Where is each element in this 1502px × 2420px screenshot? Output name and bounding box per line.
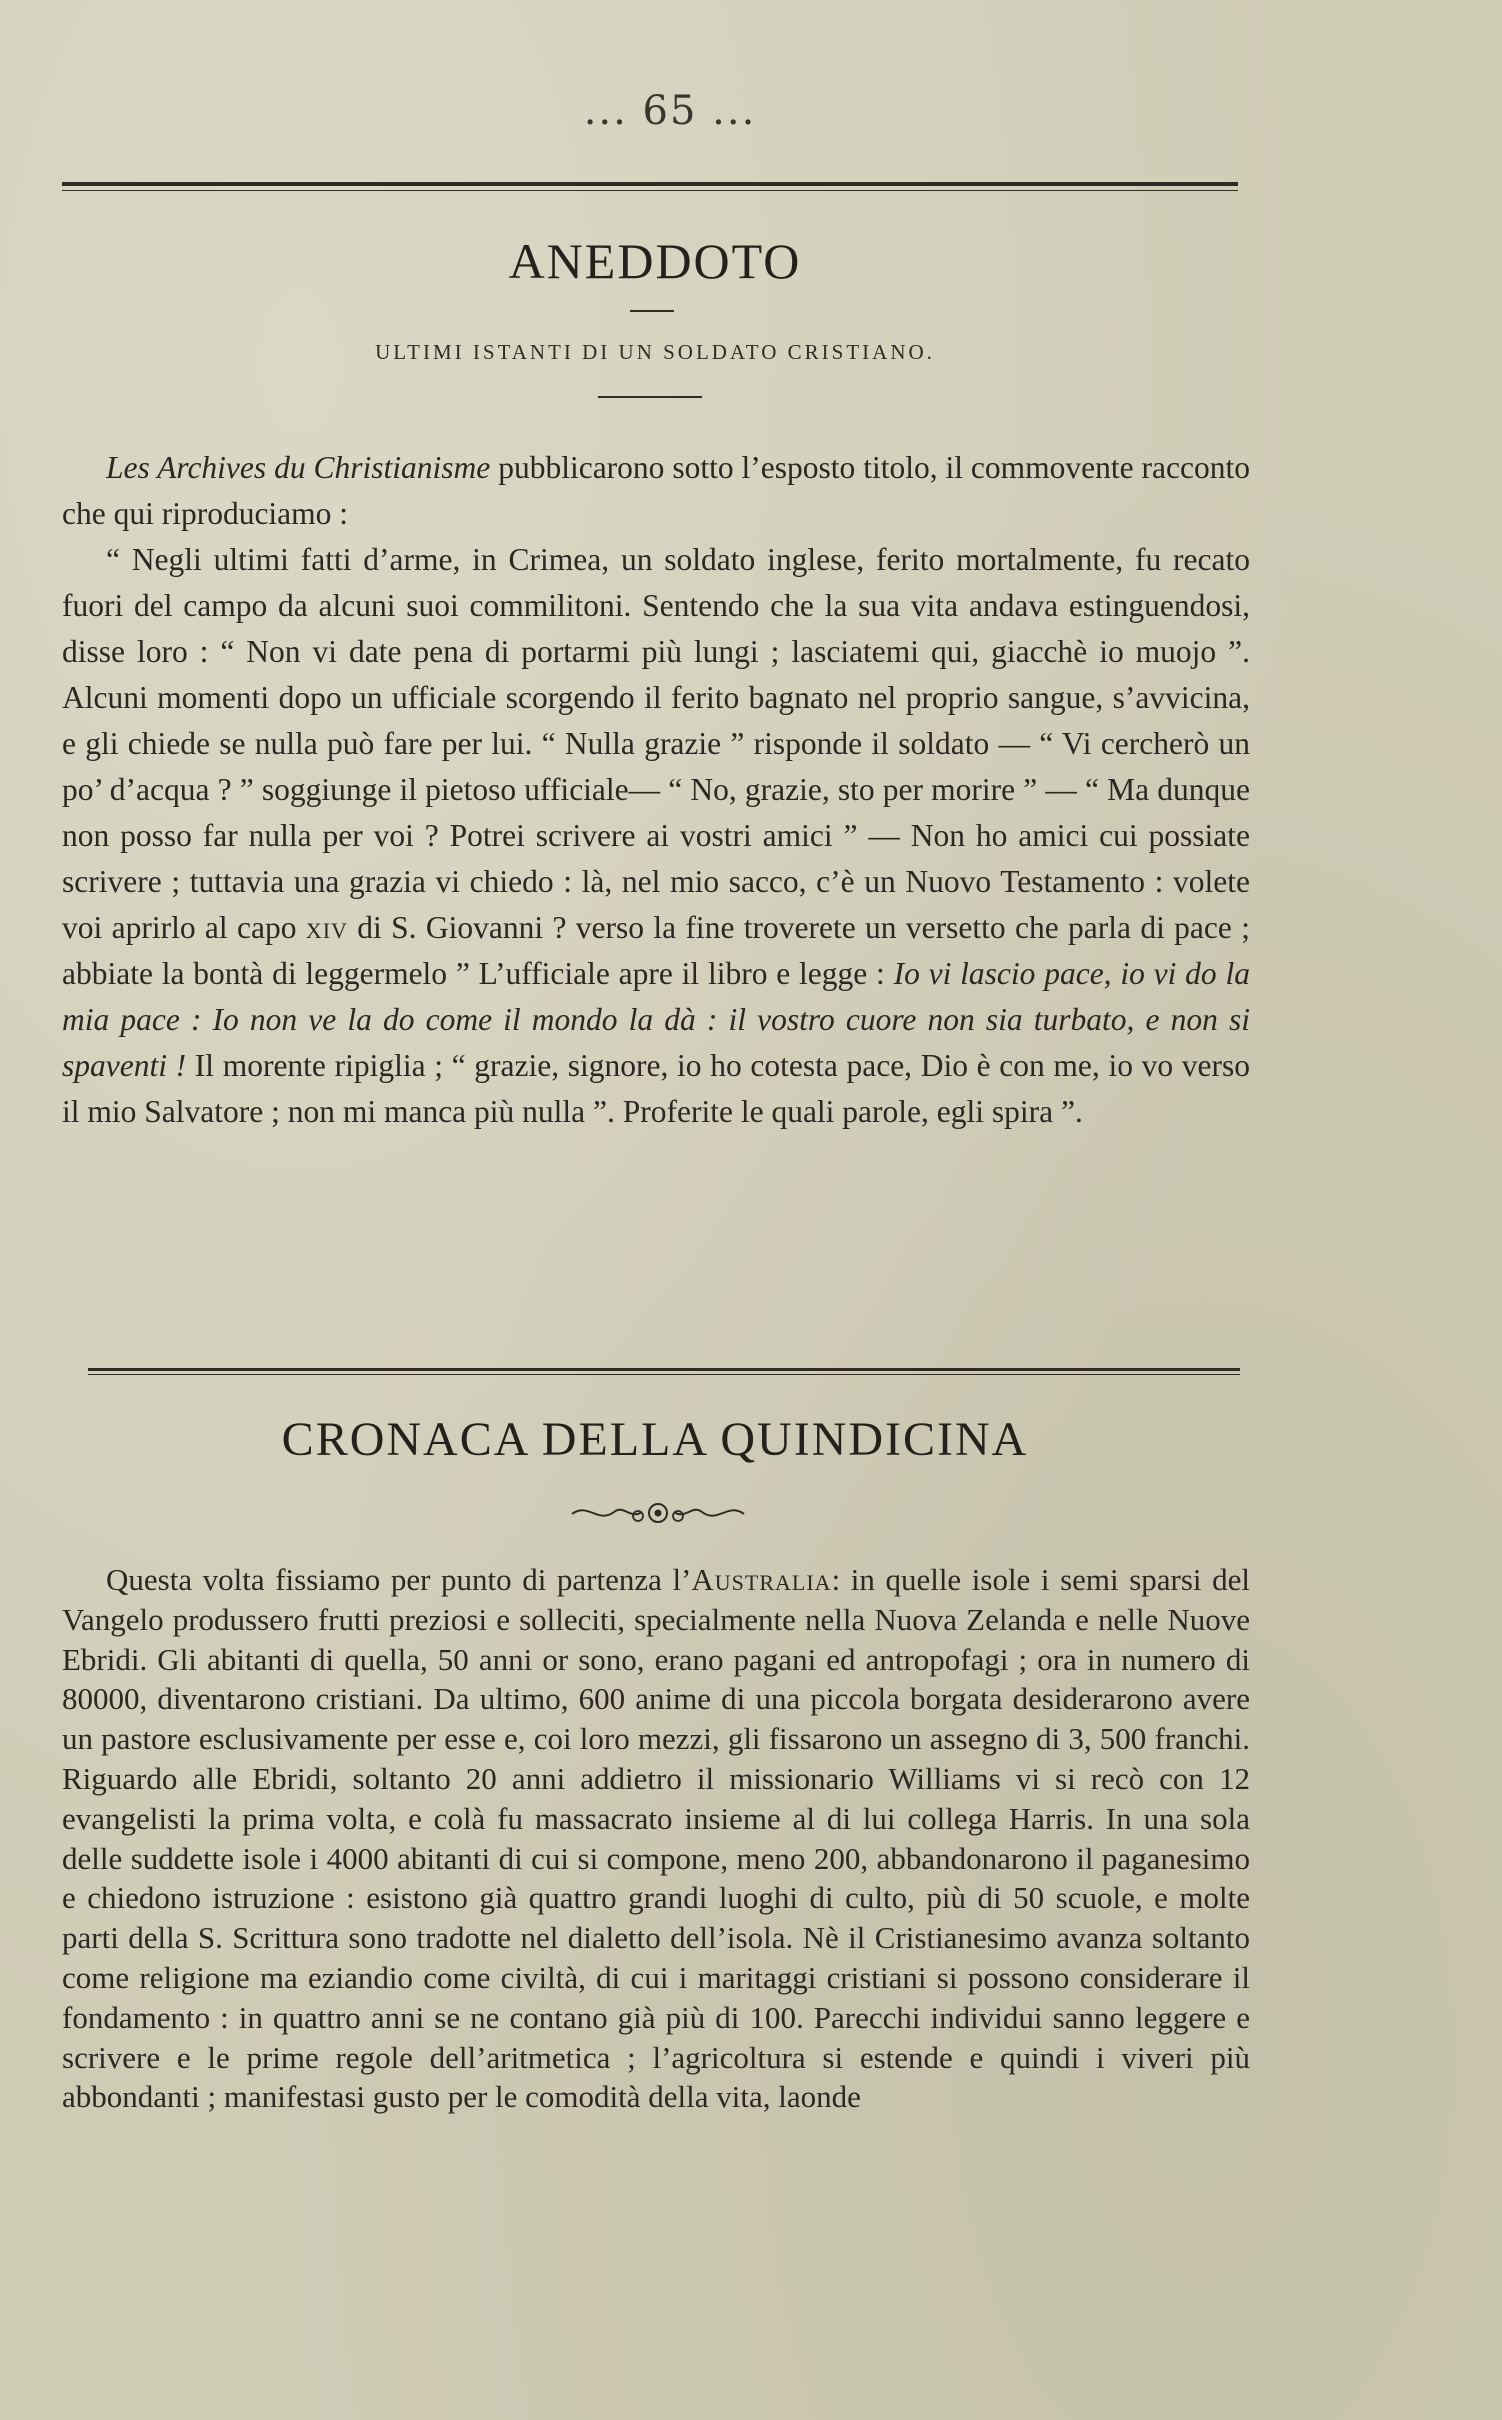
story-middle-text: di S. Giovanni ? verso la fine troverete un versetto che parla di pace ; abbiate la bontà di leggermelo ” L’ufficiale apre il libro e legge :: [62, 910, 1250, 991]
flourish-ornament-icon: [568, 1496, 748, 1530]
journal-title: Les Archives du Christianisme: [106, 450, 491, 485]
chapter-number: xiv: [305, 910, 348, 945]
chronicle-text-start: Questa volta fissiamo per punto di partenza l’: [106, 1562, 692, 1597]
story-text: “ Negli ultimi fatti d’arme, in Crimea, un soldato inglese, ferito mortalmente, fu recato fuori del campo da alcuni suoi commilitoni. Sentendo che la sua vita andava estinguendosi, disse loro : “ Non vi date pena di portarmi più lungi ; lasciatemi qui, giacchè io muojo ”. Alcuni momenti dopo un ufficiale scorgendo il ferito bagnato nel proprio sangue, s’avvicina, e gli chiede se nulla può fare per lui. “ Nulla grazie ” risponde il soldato — “ Vi cercherò un po’ d’acqua ? ” soggiunge il pietoso ufficiale— “ No, grazie, sto per morire ” — “ Ma dunque non posso far nulla per voi ? Potrei scrivere ai vostri amici ” — Non ho amici cui possiate scrivere ; tuttavia una grazia vi chiedo : là, nel mio sacco, c’è un Nuovo Testamento : volete voi aprirlo al capo: [62, 542, 1250, 945]
anecdote-subtitle: ULTIMI ISTANTI DI UN SOLDATO CRISTIANO.: [375, 340, 935, 364]
chronicle-text-rest: : in quelle isole i semi sparsi del Vangelo produssero frutti preziosi e solleciti, specialmente nella Nuova Zelanda e nelle Nuove Ebridi. Gli abitanti di quella, 50 anni or sono, erano pagani ed antropofagi ; ora in numero di 80000, diventarono cristiani. Da ultimo, 600 anime di una piccola borgata desiderarono avere un pastore esclusivamente per esse e, coi loro mezzi, gli fissarono un assegno di 3, 500 franchi. Riguardo alle Ebridi, soltanto 20 anni addietro il missionario Williams vi si recò con 12 evangelisti la prima volta, e colà fu massacrato insieme al di lui collega Harris. In una sola delle suddette isole i 4000 abitanti di cui si compone, meno 200, abbandonarono il paganesimo e chiedono istruzione : esistono già quattro grandi luoghi di culto, più di 50 scuole, e molte parti della S. Scrittura sono tradotte nel dialetto dell’isola. Nè il Cristianesimo avanza soltanto come religione ma eziandio come civiltà, di cui i maritaggi cristiani si possono considerare il fondamento : in quattro anni se ne contano già più di 100. Parecchi individui sanno leggere e scrivere e le prime regole dell’aritmetica ; l’agricoltura si estende e quindi i viveri più abbondanti ; manifestasi gusto per le comodità della vita, laonde: [62, 1562, 1250, 2115]
anecdote-intro-paragraph: [62, 445, 1250, 537]
story-end-text: Il morente ripiglia ; “ grazie, signore, io ho cotesta pace, Dio è con me, io vo verso il mio Salvatore ; non mi manca più nulla ”. Proferite le quali parole, egli spira ”.: [62, 1048, 1251, 1129]
section-rule: [88, 1368, 1240, 1371]
page-number: ... 65 ...: [583, 88, 757, 134]
anecdote-title: ANEDDOTO: [508, 233, 802, 289]
anecdote-body: [62, 445, 1250, 1135]
anecdote-story-paragraph: [62, 537, 1250, 1135]
section-rule-thin: [88, 1374, 1240, 1375]
australia-keyword: Australia: [691, 1562, 832, 1597]
top-rule-thin: [62, 190, 1238, 191]
chronicle-paragraph: [62, 1560, 1250, 2117]
chronicle-title: CRONACA DELLA QUINDICINA: [281, 1413, 1029, 1466]
gospel-verse: Io vi lascio pace, io vi do la mia pace : Io non ve la do come il mondo la dà : il vostro cuore non sia turbato, e non si spaventi !: [62, 956, 1250, 1083]
top-rule: [62, 182, 1238, 186]
intro-text: pubblicarono sotto l’esposto titolo, il commovente racconto che qui riproduciamo :: [62, 450, 1250, 531]
subtitle-divider: [598, 396, 702, 398]
title-divider: [630, 310, 674, 312]
chronicle-body: [62, 1560, 1250, 2117]
